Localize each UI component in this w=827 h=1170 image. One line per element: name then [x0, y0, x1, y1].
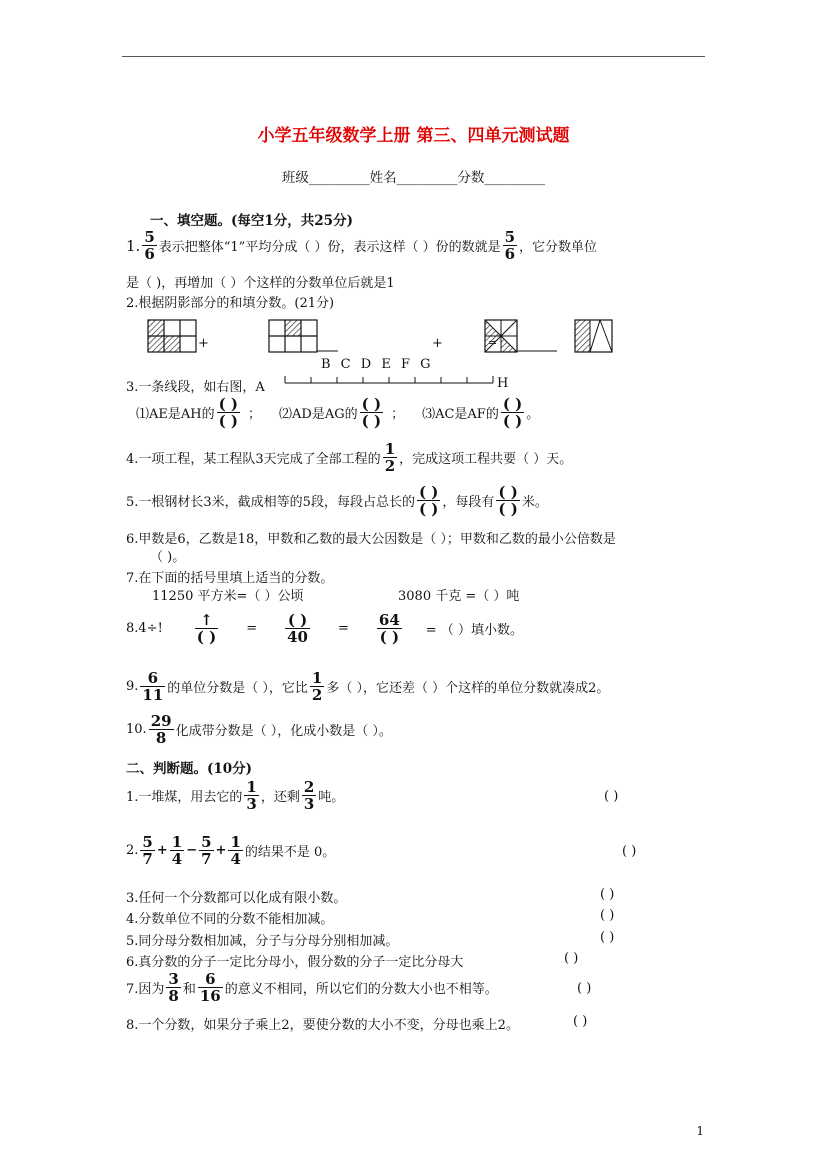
- judge-7: [126, 971, 498, 1004]
- judge-6: 6.真分数的分子一定比分母小，假分数的分子一定比分母大: [126, 955, 464, 970]
- fraction-1-3: 1 3: [246, 778, 257, 813]
- plus-op-2: +: [215, 843, 227, 858]
- segment-point-labels: B C D E F G: [321, 357, 431, 372]
- j2-number: 2.: [126, 843, 139, 858]
- fraction-arrow-blank: ↑ ( ): [196, 611, 217, 646]
- judge-3: 3.任何一个分数都可以化成有限小数。: [126, 891, 347, 906]
- fraction-6-11: 6 11: [142, 669, 164, 704]
- section-2-heading: 二、判断题。(10分): [126, 761, 253, 777]
- q8-eq-1: =: [246, 621, 258, 636]
- fraction-1-4-b: $\frac{1}{4}$: [230, 833, 241, 868]
- q9-text-1: 的单位分数是（ ），它比: [167, 681, 308, 696]
- fraction-5-7: 5 7: [142, 833, 153, 868]
- question-3: 3.一条线段，如右图，A: [126, 380, 265, 395]
- q3-end: 。: [526, 407, 540, 422]
- answer-paren-2[interactable]: ( ): [622, 844, 637, 859]
- plus-op: +: [156, 843, 168, 858]
- question-5: [126, 484, 548, 517]
- j7-text-1: 7.因为: [126, 982, 165, 997]
- judge-5: 5.同分母分数相加减，分子与分母分别相加减。: [126, 934, 399, 949]
- question-4: [126, 441, 572, 474]
- fraction-1-4: $\frac{1}{4}$: [171, 833, 183, 868]
- minus-op: −: [186, 843, 198, 858]
- fraction-6-16: 6 16: [199, 970, 221, 1005]
- q1-text-3: 是（ )，再增加（ ）个这样的分数单位后就是1: [126, 276, 395, 291]
- q5-text-3: 米。: [521, 495, 548, 510]
- question-6: 6.甲数是6，乙数是18，甲数和乙数的最大公因数是（ ）；甲数和乙数的最小公倍数是: [126, 532, 616, 547]
- q3-part-3: ⑶AC是AF的: [422, 407, 499, 422]
- j1-text-1: 1.一堆煤，用去它的: [126, 790, 243, 805]
- fraction-29-8: 29 8: [150, 712, 172, 747]
- q7-part-a: 11250 平方米=（ ）公顷: [152, 589, 304, 604]
- student-info-line: 班级_________姓名_________分数_________: [281, 170, 546, 186]
- page-title: 小学五年级数学上册 第三、四单元测试题: [257, 126, 570, 146]
- answer-paren-5[interactable]: ( ): [600, 930, 615, 945]
- question-10: [126, 713, 392, 746]
- judge-2: [126, 834, 335, 867]
- question-2: 2.根据阴影部分的和填分数。(21分): [126, 296, 335, 311]
- j2-text: 的结果不是 0。: [244, 845, 336, 860]
- fraction-3-8: 3 8: [168, 970, 179, 1005]
- q8-text-2: = （ ）填小数。: [425, 623, 523, 638]
- q10-number: 10.: [126, 722, 147, 737]
- equals-sign: =: [488, 336, 498, 349]
- fraction-1-2: 1 2: [384, 440, 396, 475]
- q1-text-1: 表示把整体“1”平均分成（ ）份，表示这样（ ）份的数就是: [158, 240, 501, 255]
- judge-8: 8.一个分数，如果分子乘上2，要使分数的大小不变，分母也乘上2。: [126, 1018, 519, 1033]
- fraction-1-2: 1 2: [311, 669, 323, 704]
- q3-subquestions: [136, 396, 539, 429]
- q9-text-2: 多（ ），它还差（ ）个这样的单位分数就凑成2。: [326, 681, 610, 696]
- segment-AH: [285, 376, 493, 383]
- blank-fraction: ( ) ( ): [502, 395, 523, 430]
- fraction-5-6: 5 6: [144, 228, 155, 263]
- q8-text-1: 8.4÷!: [126, 621, 163, 636]
- section-1-heading: 一、填空题。(每空1分，共25分): [150, 213, 353, 229]
- answer-paren-3[interactable]: ( ): [600, 887, 615, 902]
- question-9: [126, 670, 609, 703]
- q4-text-2: ，完成这项工程共要（ ）天。: [399, 452, 573, 467]
- q10-text: 化成带分数是（ ），化成小数是（ ）。: [175, 724, 392, 739]
- blank-fraction: ( ) ( ): [498, 483, 518, 518]
- blank-fraction: ( ) ( ): [218, 395, 239, 430]
- question-8: [126, 612, 523, 645]
- q3-part-2: ⑵AD是AG的: [279, 407, 358, 422]
- question-7: 7.在下面的括号里填上适当的分数。: [126, 571, 334, 586]
- q5-text-2: ，每段有: [442, 495, 495, 510]
- page-number: 1: [696, 1124, 704, 1138]
- fraction-2-3: 2 3: [303, 778, 315, 813]
- triangle-square-figure: [575, 320, 612, 352]
- answer-paren-8[interactable]: ( ): [573, 1014, 588, 1029]
- j7-text-3: 的意义不相同，所以它们的分数大小也不相等。: [224, 982, 498, 997]
- grid-figure-2: [269, 320, 338, 352]
- fraction-5-7-b: $\frac{5}{7}$: [201, 833, 212, 868]
- q5-text-1: 5.一根钢材长3米，截成相等的5段，每段占总长的: [126, 495, 415, 510]
- fraction-blank-40: ( ) 40: [287, 611, 308, 646]
- q3-part-1: ⑴AE是AH的: [136, 407, 215, 422]
- q7-part-b: 3080 千克 =（ ）吨: [398, 589, 520, 604]
- answer-paren-4[interactable]: ( ): [600, 908, 615, 923]
- plus-sign-1: +: [198, 336, 209, 351]
- j1-text-3: 吨。: [318, 790, 345, 805]
- grid-figure-1: [148, 320, 196, 352]
- j1-text-2: ，还剩: [260, 790, 300, 805]
- plus-sign-2: +: [432, 336, 443, 351]
- q3-sep-1: ；: [248, 407, 262, 422]
- q9-number: 9.: [126, 679, 139, 694]
- answer-paren-1[interactable]: ( ): [604, 789, 619, 804]
- shaded-fraction-figures: [0, 0, 827, 360]
- fraction-5-6-b: 5 6: [504, 228, 516, 263]
- judge-4: 4.分数单位不同的分数不能相加减。: [126, 912, 334, 927]
- fraction-64-blank: 64 ( ): [378, 611, 400, 646]
- blank-fraction: ( ) ( ): [361, 395, 382, 430]
- point-h-label: H: [497, 376, 509, 391]
- q1-text-2: ，它分数单位: [519, 240, 598, 255]
- j7-text-2: 和: [182, 982, 196, 997]
- judge-1: [126, 779, 344, 812]
- q4-text-1: 4.一项工程，某工程队3天完成了全部工程的: [126, 452, 381, 467]
- q8-eq-2: =: [338, 621, 349, 636]
- blank-fraction: ( ) ( ): [418, 483, 439, 518]
- q1-number: 1.: [126, 236, 141, 255]
- q6-text-2: （ )。: [150, 550, 186, 565]
- answer-paren-7[interactable]: ( ): [577, 981, 592, 996]
- q3-sep-2: ；: [391, 407, 405, 422]
- answer-paren-6[interactable]: ( ): [564, 951, 579, 966]
